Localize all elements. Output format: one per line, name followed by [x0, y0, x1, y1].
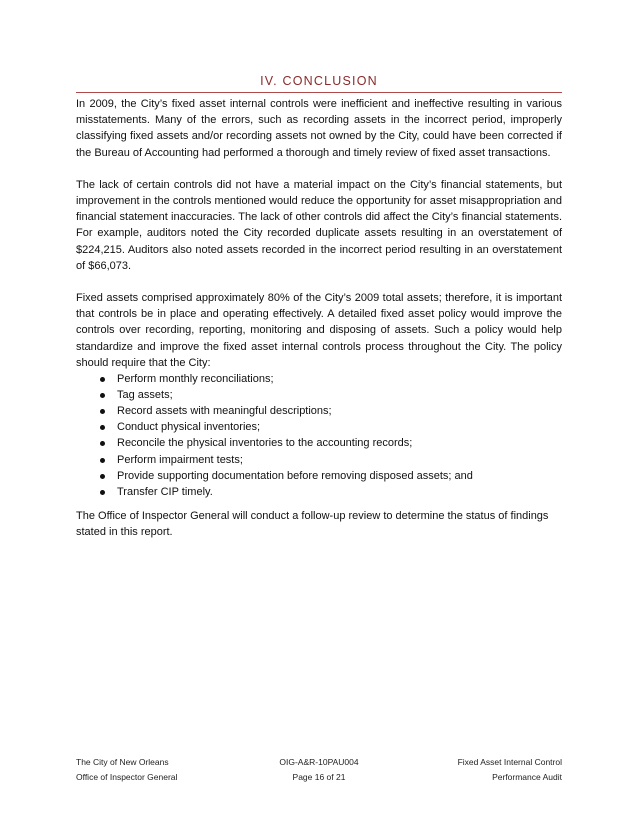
list-item: Record assets with meaningful descriptions; — [117, 403, 562, 419]
footer-report-title: Fixed Asset Internal Control — [457, 757, 562, 767]
footer-report-id: OIG-A&R-10PAU004 — [279, 757, 359, 767]
footer-page-number: Page 16 of 21 — [292, 772, 346, 782]
document-body — [76, 96, 562, 556]
paragraph-2: The lack of certain controls did not have a material impact on the City’s financial statements, but improvement in the controls mentioned would reduce the opportunity for asset misappropriation and financial statement inaccuracies. The lack of other controls did affect the City’s financial statements. For example, auditors noted the City recorded duplicate assets resulting in an overstatement of $224,215. Auditors also noted assets recorded in the incorrect period resulting in an overstatement of $66,073. — [76, 178, 562, 272]
list-item: Reconcile the physical inventories to the accounting records; — [117, 435, 562, 451]
paragraph-1: In 2009, the City’s fixed asset internal controls were inefficient and ineffective resulting in various misstatements. Many of the errors, such as recording assets in the incorrect period, improperly classifying fixed assets and/or recording assets not owned by the City, could have been corrected if the Bureau of Accounting had performed a thorough and timely review of fixed asset transactions. — [76, 98, 562, 159]
closing-paragraph: The Office of Inspector General will conduct a follow-up review to determine the status of findings stated in this report. — [76, 509, 549, 538]
paragraph-3: Fixed assets comprised approximately 80% of the City’s 2009 total assets; therefore, it is important that controls be in place and operating effectively. A detailed fixed asset policy would improve the controls over recording, reporting, monitoring and disposing of assets. Such a policy would help standardize and improve the fixed asset internal controls process throughout the City. The policy should require that the City: — [76, 292, 562, 369]
footer-city: The City of New Orleans — [76, 757, 169, 767]
footer-office: Office of Inspector General — [76, 772, 178, 782]
list-item: Transfer CIP timely. — [117, 484, 562, 500]
heading-rule — [76, 92, 562, 93]
list-item: Perform monthly reconciliations; — [117, 371, 562, 387]
list-item: Provide supporting documentation before removing disposed assets; and — [117, 468, 562, 484]
footer-report-type: Performance Audit — [492, 772, 562, 782]
list-item: Tag assets; — [117, 387, 562, 403]
footer-right — [458, 755, 562, 785]
list-item: Conduct physical inventories; — [117, 419, 562, 435]
list-item: Perform impairment tests; — [117, 452, 562, 468]
section-heading: IV. CONCLUSION — [260, 74, 378, 88]
policy-requirements-list — [76, 371, 562, 500]
